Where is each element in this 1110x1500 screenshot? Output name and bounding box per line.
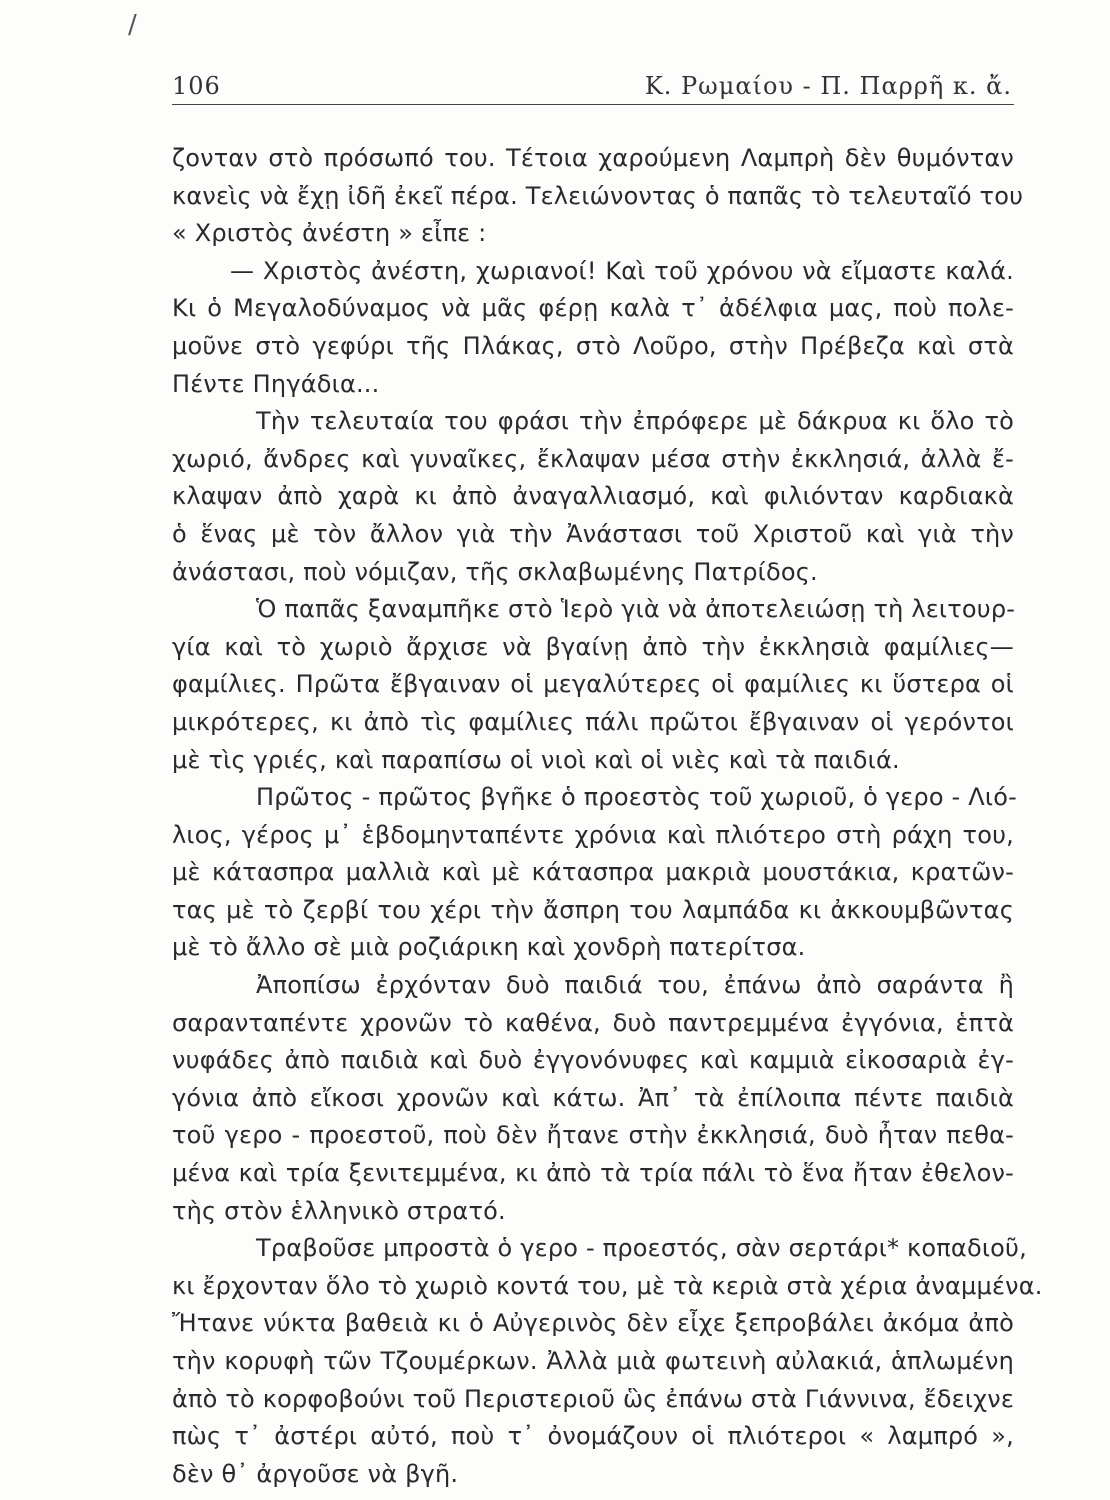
text-line: Ἀποπίσω ἐρχόνταν δυὸ παιδιά του, ἐπάνω ἀπὸ σαράντα ἢ bbox=[256, 971, 1014, 1000]
text-line: κανεὶς νὰ ἔχῃ ἰδῆ ἐκεῖ πέρα. Τελειώνοντας ὁ παπᾶς τὸ τελευταῖό του bbox=[172, 181, 1024, 210]
text-line: κλαψαν ἀπὸ χαρὰ κι ἀπὸ ἀναγαλλιασμό, καὶ φιλιόνταν καρδιακὰ bbox=[172, 482, 1014, 511]
pencil-mark: / bbox=[128, 10, 137, 40]
text-line: νυφάδες ἀπὸ παιδιὰ καὶ δυὸ ἐγγονόνυφες καὶ καμμιὰ εἰκοσαριὰ ἐγ- bbox=[172, 1046, 1014, 1075]
text-line: ἀνάστασι, ποὺ νόμιζαν, τῆς σκλαβωμένης Πατρίδος. bbox=[172, 557, 818, 586]
text-line: Πέντε Πηγάδια... bbox=[172, 369, 380, 398]
text-line: κι ἔρχονταν ὅλο τὸ χωριὸ κοντά του, μὲ τὰ κεριὰ στὰ χέρια ἀναμμένα. bbox=[172, 1271, 1043, 1300]
header-rule bbox=[172, 104, 1014, 105]
text-line: μὲ κάτασπρα μαλλιὰ καὶ μὲ κάτασπρα μακριὰ μουστάκια, κρατῶν- bbox=[172, 858, 1014, 887]
text-line: τοῦ γερο - προεστοῦ, ποὺ δὲν ἤτανε στὴν ἐκκλησιά, δυὸ ἦταν πεθα- bbox=[172, 1121, 1014, 1150]
text-line: ἀπὸ τὸ κορφοβούνι τοῦ Περιστεριοῦ ὣς ἐπάνω στὰ Γιάννινα, ἔδειχνε bbox=[172, 1384, 1014, 1413]
text-line: δὲν θ᾿ ἀργοῦσε νὰ βγῆ. bbox=[172, 1459, 459, 1488]
text-line: φαμίλιες. Πρῶτα ἔβγαιναν οἱ μεγαλύτερες οἱ φαμίλιες κι ὕστερα οἱ bbox=[172, 670, 1014, 699]
text-line: σαρανταπέντε χρονῶν τὸ καθένα, δυὸ παντρεμμένα ἐγγόνια, ἑπτὰ bbox=[172, 1008, 1014, 1037]
page-header bbox=[172, 64, 1016, 104]
text-line: τὴν κορυφὴ τῶν Τζουμέρκων. Ἀλλὰ μιὰ φωτεινὴ αὐλακιά, ἁπλωμένη bbox=[172, 1347, 1014, 1375]
text-line: γία καὶ τὸ χωριὸ ἄρχισε νὰ βγαίνῃ ἀπὸ τὴν ἐκκλησιὰ φαμίλιες— bbox=[172, 632, 1014, 661]
text-line: γόνια ἀπὸ εἴκοσι χρονῶν καὶ κάτω. Ἀπ᾿ τὰ ἐπίλοιπα πέντε παιδιὰ bbox=[172, 1083, 1014, 1112]
text-line: μὲ τὶς γριές, καὶ παραπίσω οἱ νιοὶ καὶ οἱ νιὲς καὶ τὰ παιδιά. bbox=[172, 745, 900, 774]
text-line: ὁ ἕνας μὲ τὸν ἄλλον γιὰ τὴν Ἀνάστασι τοῦ Χριστοῦ καὶ γιὰ τὴν bbox=[172, 519, 1014, 548]
text-line: μὲ τὸ ἄλλο σὲ μιὰ ροζιάρικη καὶ χονδρὴ πατερίτσα. bbox=[172, 933, 806, 962]
text-line: Κι ὁ Μεγαλοδύναμος νὰ μᾶς φέρῃ καλὰ τ᾿ ἀδέλφια μας, ποὺ πολε- bbox=[172, 294, 1014, 323]
text-line: ζονταν στὸ πρόσωπό του. Τέτοια χαρούμενη Λαμπρὴ δὲν θυμόνταν bbox=[172, 144, 1014, 172]
text-line: τας μὲ τὸ ζερβί του χέρι τὴν ἄσπρη του λαμπάδα κι ἀκκουμβῶντας bbox=[172, 895, 1014, 924]
text-line: τὴς στὸν ἑλληνικὸ στρατό. bbox=[172, 1196, 506, 1225]
text-line: μένα καὶ τρία ξενιτεμμένα, κι ἀπὸ τὰ τρία πάλι τὸ ἕνα ἤταν ἐθελον- bbox=[172, 1159, 1014, 1188]
text-line: πὼς τ᾿ ἀστέρι αὐτό, ποὺ τ᾿ ὀνομάζουν οἱ πλιότεροι « λαμπρό », bbox=[172, 1422, 1014, 1451]
text-line: λιος, γέρος μ᾿ ἑβδομηνταπέντε χρόνια καὶ πλιότερο στὴ ράχη του, bbox=[172, 820, 1014, 849]
text-line: Ἤτανε νύκτα βαθειὰ κι ὁ Αὐγερινὸς δὲν εἶχε ξεπροβάλει ἀκόμα ἀπὸ bbox=[172, 1309, 1014, 1338]
text-line: χωριό, ἄνδρες καὶ γυναῖκες, ἔκλαψαν μέσα στὴν ἐκκλησιά, ἀλλὰ ἔ- bbox=[172, 444, 1014, 473]
text-line: Τὴν τελευταία του φράσι τὴν ἐπρόφερε μὲ δάκρυα κι ὅλο τὸ bbox=[256, 407, 1014, 436]
page-number: 106 bbox=[172, 72, 221, 100]
text-line: Ὁ παπᾶς ξαναμπῆκε στὸ Ἱερὸ γιὰ νὰ ἀποτελειώσῃ τὴ λειτουρ- bbox=[256, 595, 1016, 624]
body-text bbox=[172, 140, 1043, 1493]
text-line: — Χριστὸς ἀνέστη, χωριανοί! Καὶ τοῦ χρόνου νὰ εἴμαστε καλά. bbox=[230, 256, 1014, 285]
text-line: Πρῶτος - πρῶτος βγῆκε ὁ προεστὸς τοῦ χωριοῦ, ὁ γερο - Λιό- bbox=[256, 783, 1017, 812]
text-line: μοῦνε στὸ γεφύρι τῆς Πλάκας, στὸ Λοῦρο, στὴν Πρέβεζα καὶ στὰ bbox=[172, 331, 1014, 360]
text-line: Τραβοῦσε μπροστὰ ὁ γερο - προεστός, σὰν σερτάρι* κοπαδιοῦ, bbox=[256, 1234, 1027, 1263]
text-line: μικρότερες, κι ἀπὸ τὶς φαμίλιες πάλι πρῶτοι ἔβγαιναν οἱ γερόντοι bbox=[172, 707, 1014, 736]
text-line: « Χριστὸς ἀνέστη » εἶπε : bbox=[172, 219, 487, 248]
running-head: Κ. Ρωμαίου - Π. Παρρῆ κ. ἄ. bbox=[644, 72, 1012, 100]
